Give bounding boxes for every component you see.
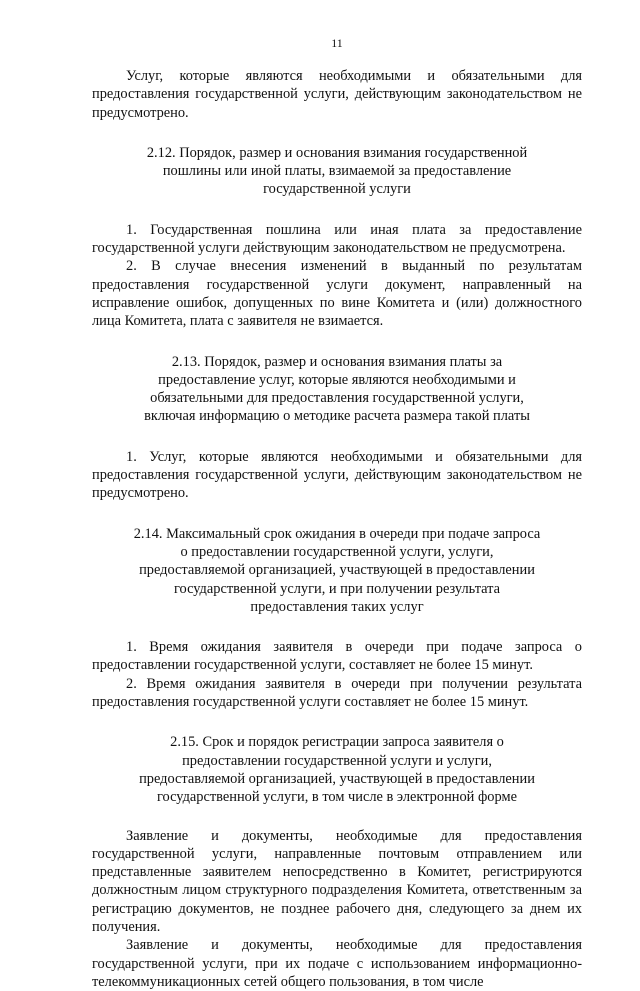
paragraph-services-not-provided: Услуг, которые являются необходимыми и обязательными для предоставления государственной услуги, действующим законодательством не предусмотрено. bbox=[92, 68, 582, 121]
section-heading-2-13: 2.13. Порядок, размер и основания взимания платы за предоставление услуг, которые являются необходимыми и обязательными для предоставления государственной услуги, включая информацию о методике расчета размера такой платы bbox=[144, 353, 530, 425]
paragraph-2-14-item-2: 2. Время ожидания заявителя в очереди при получении результата предоставления государственной услуги составляет не более 15 минут. bbox=[92, 675, 582, 711]
document-page bbox=[92, 36, 582, 991]
section-heading-2-12: 2.12. Порядок, размер и основания взимания государственной пошлины или иной платы, взимаемой за предоставление государственной услуги bbox=[146, 144, 528, 198]
page-number: 11 bbox=[331, 36, 343, 50]
paragraph-2-14-item-1: 1. Время ожидания заявителя в очереди при подаче запроса о предоставлении государственной услуги, составляет не более 15 минут. bbox=[92, 639, 582, 674]
section-heading-2-14: 2.14. Максимальный срок ожидания в очереди при подаче запроса о предоставлении государственной услуги, услуги, предоставляемой организацией, участвующей в предоставлении государственной услуги, и при получении результата предоставления таких услуг bbox=[133, 525, 541, 615]
paragraph-2-15-registration: Заявление и документы, необходимые для предоставления государственной услуги, направленные почтовым отправлением или представленные заявителем непосредственно в Комитет, регистрируются должностным лицом структурного подразделения Комитета, ответственным за регистрацию документов, не позднее рабочего дня, следующего за днем их получения. bbox=[92, 827, 582, 935]
paragraph-2-15-electronic: Заявление и документы, необходимые для предоставления государственной услуги, при их подаче с использованием информационно-телекоммуникационных сетей общего пользования, в том числе bbox=[92, 937, 582, 990]
paragraph-2-13-item-1: 1. Услуг, которые являются необходимыми и обязательными для предоставления государственной услуги, действующим законодательством не предусмотрено. bbox=[92, 448, 582, 502]
paragraph-2-12-item-2: 2. В случае внесения изменений в выданный по результатам предоставления государственной услуги документ, направленный на исправление ошибок, допущенных по вине Комитета и (или) должностного лица Комитета, плата с заявителя не взимается. bbox=[92, 258, 582, 330]
paragraph-2-12-item-1: 1. Государственная пошлина или иная плата за предоставление государственной услуги действующим законодательством не предусмотрена. bbox=[92, 221, 582, 257]
section-heading-2-15: 2.15. Срок и порядок регистрации запроса заявителя о предоставлении государственной услуги и услуги, предоставляемой организацией, участвующей в предоставлении государственной услуги, в том числе в электронной форме bbox=[139, 734, 535, 806]
